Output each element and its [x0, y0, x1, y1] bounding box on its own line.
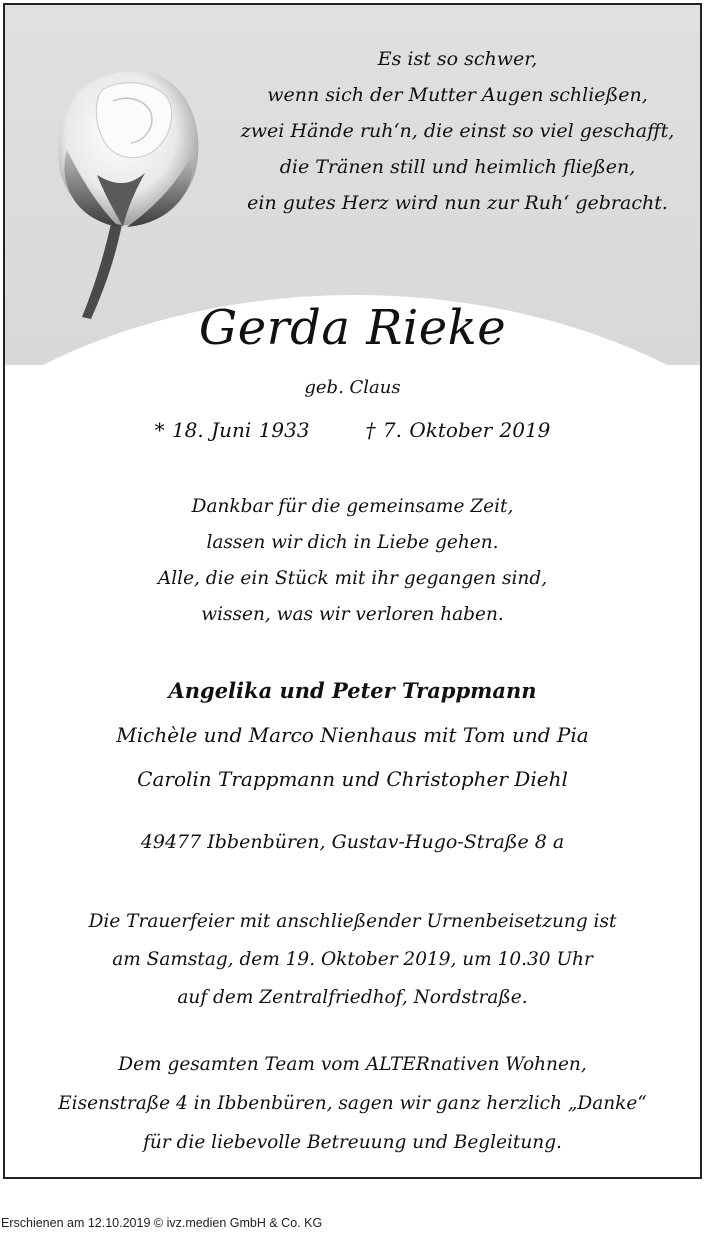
funeral-line: Die Trauerfeier mit anschließender Urnenbeisetzung ist — [88, 911, 617, 932]
death-date: † 7. Oktober 2019 — [365, 418, 551, 442]
funeral-line: auf dem Zentralfriedhof, Nordstraße. — [177, 987, 528, 1008]
mourner-line: Carolin Trappmann und Christopher Diehl — [137, 767, 568, 791]
life-dates — [5, 418, 700, 442]
thanks-note — [5, 1045, 700, 1162]
birth-date: * 18. Juni 1933 — [154, 418, 310, 442]
mourner-line: Angelika und Peter Trappmann — [168, 678, 537, 703]
verse-line: lassen wir dich in Liebe gehen. — [206, 532, 499, 553]
verse — [5, 489, 700, 633]
deceased-name: Gerda Rieke — [198, 300, 507, 356]
funeral-line: am Samstag, dem 19. Oktober 2019, um 10.30 Uhr — [112, 949, 593, 970]
rose-image — [27, 55, 217, 325]
thanks-line: Dem gesamten Team vom ALTERnativen Wohnen, — [118, 1054, 587, 1075]
poem-line: Es ist so schwer, — [377, 48, 538, 70]
mourner-line: Michèle und Marco Nienhaus mit Tom und Pia — [116, 723, 589, 747]
address: 49477 Ibbenbüren, Gustav-Hugo-Straße 8 a — [140, 831, 565, 853]
verse-line: wissen, was wir verloren haben. — [201, 604, 504, 625]
poem-line: wenn sich der Mutter Augen schließen, — [267, 84, 648, 106]
thanks-line: Eisenstraße 4 in Ibbenbüren, sagen wir ganz herzlich „Danke“ — [58, 1093, 647, 1114]
verse-line: Alle, die ein Stück mit ihr gegangen sind, — [157, 568, 548, 589]
poem-line: die Tränen still und heimlich fließen, — [279, 156, 636, 178]
publication-footer: Erschienen am 12.10.2019 © ivz.medien GmbH & Co. KG — [1, 1216, 323, 1230]
poem-line: zwei Hände ruh‘n, die einst so viel geschafft, — [240, 120, 675, 142]
arc-panel — [3, 295, 702, 995]
verse-line: Dankbar für die gemeinsame Zeit, — [191, 496, 514, 517]
mourners — [5, 669, 700, 801]
thanks-line: für die liebevolle Betreuung und Begleitung. — [143, 1132, 562, 1153]
poem-line: ein gutes Herz wird nun zur Ruh‘ gebracht. — [247, 192, 668, 214]
birth-name: geb. Claus — [304, 377, 401, 398]
poem — [220, 41, 695, 221]
obituary-notice — [3, 3, 702, 1179]
funeral-info — [5, 903, 700, 1017]
